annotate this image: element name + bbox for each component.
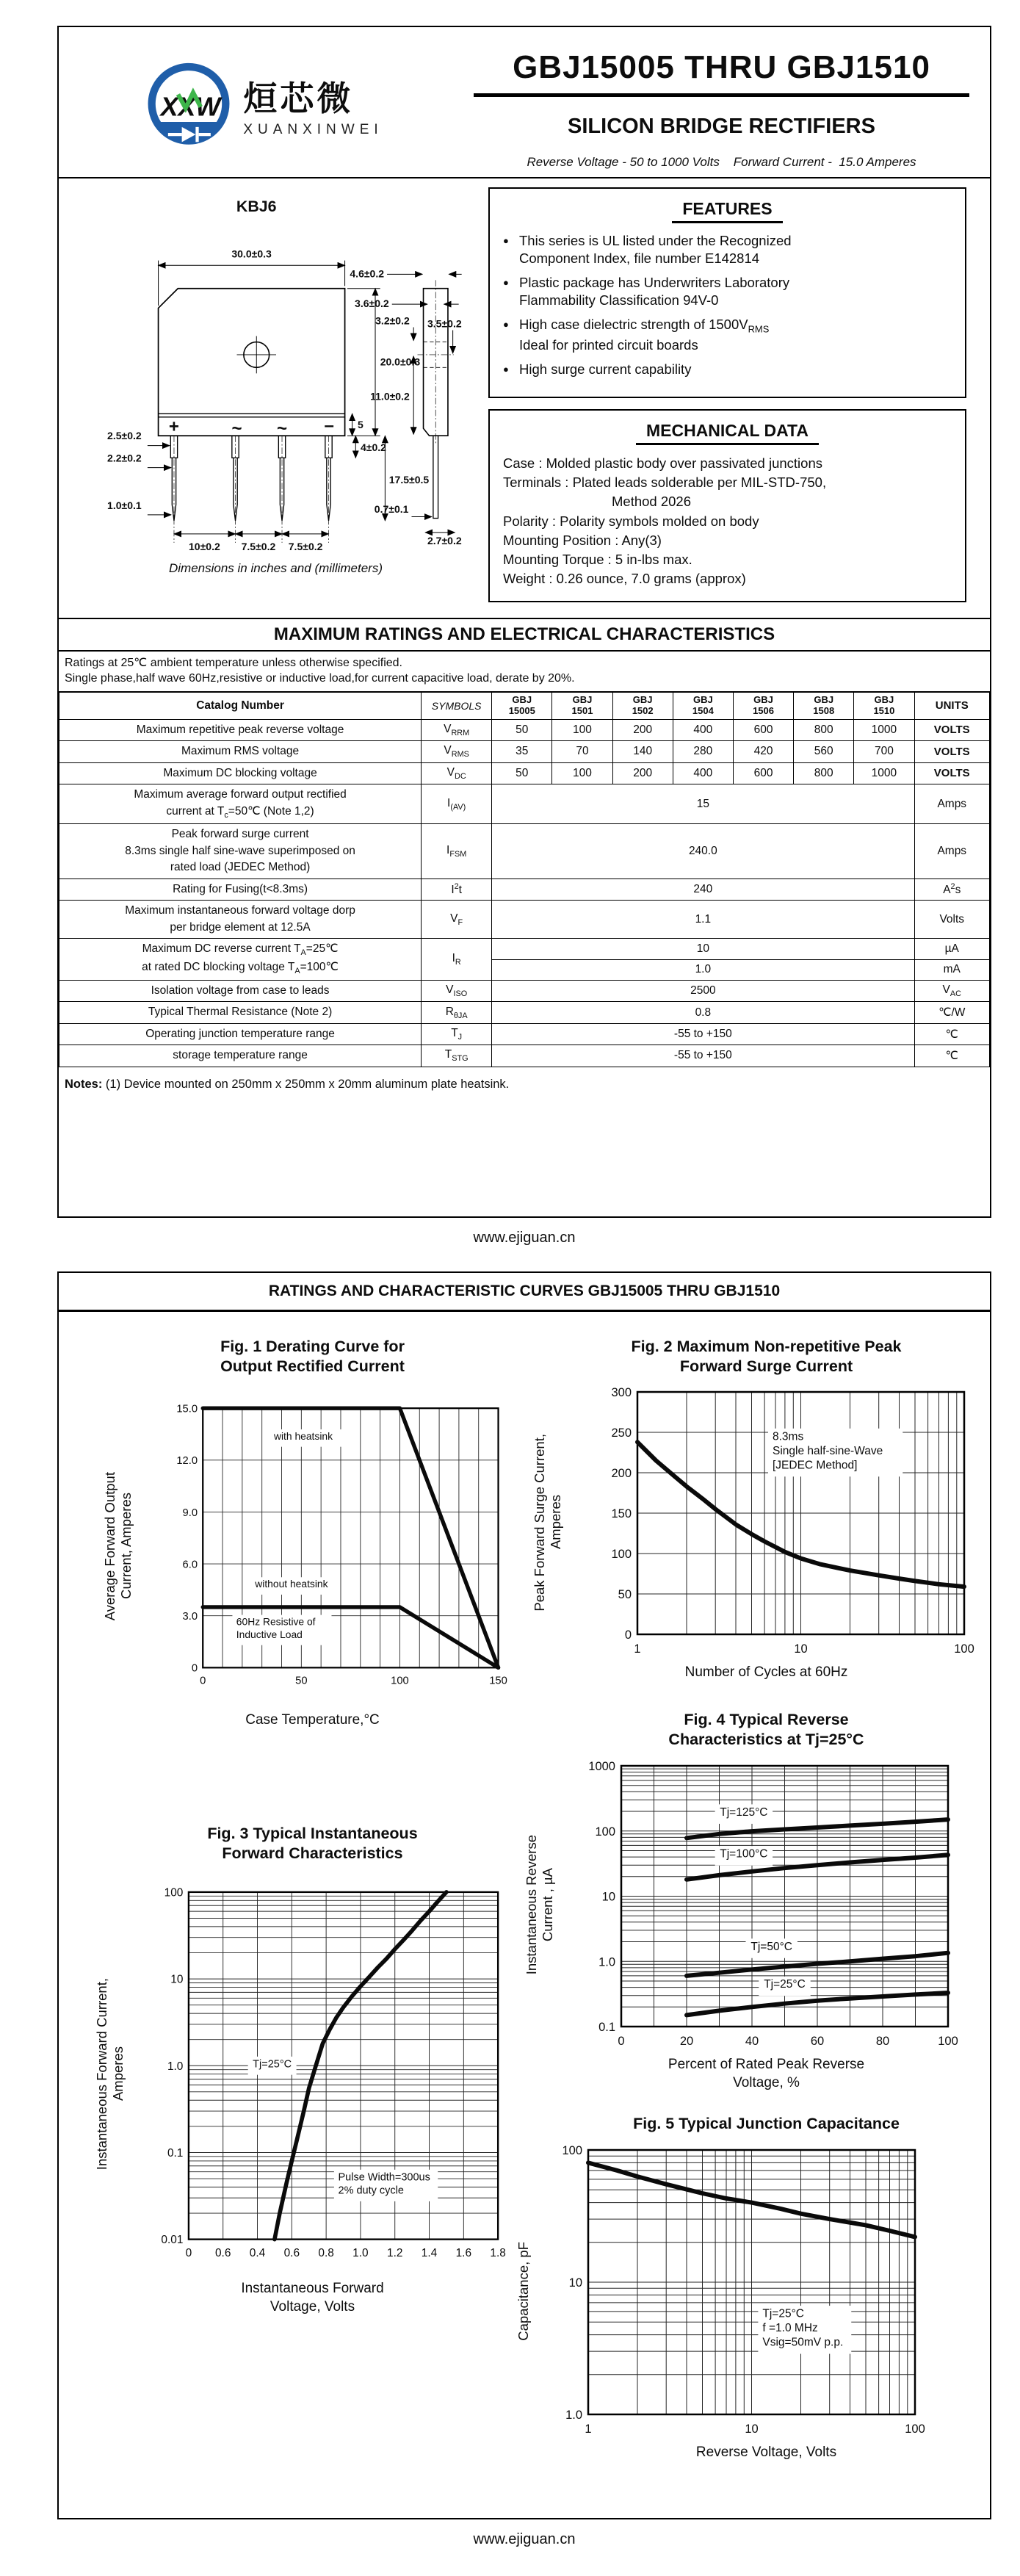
dim-sv-hole-dia: 3.5±0.2 [427, 317, 462, 330]
x-axis-label: Reverse Voltage, Volts [695, 2445, 837, 2461]
y-tick-label: 0 [624, 1628, 632, 1642]
table-cell: $V_{ISO}$ [422, 980, 492, 1001]
x-tick-label: 0.4 [249, 2246, 266, 2259]
table-cell: storage temperature range [59, 1045, 422, 1067]
dim-lead-w2: 2.2±0.2 [106, 452, 142, 464]
table-row [59, 719, 990, 740]
y-tick-label: 1.0 [565, 2409, 583, 2422]
x-tick-label: 0 [200, 1675, 206, 1688]
dim-lead-w1: 2.5±0.2 [106, 429, 142, 441]
annotation-text: Single half-sine-Wave [772, 1445, 883, 1458]
figure-reverse-characteristics [507, 1710, 985, 2092]
table-cell: Rating for Fusing(t<8.3ms) [59, 878, 422, 900]
table-cell: Peak forward surge current 8.3ms single half sine-wave superimposed on rated load (JEDEC Method) [59, 824, 422, 878]
annotation-text: 60Hz Resistive of [236, 1615, 316, 1628]
table-cell: 50 [492, 762, 552, 784]
bullet-icon: ● [503, 319, 509, 331]
notes [59, 1067, 990, 1216]
dim-sv-hole-bottom: 11.0±0.2 [369, 390, 410, 403]
dim-strip: 5 [357, 419, 363, 431]
y-tick-label: 0 [191, 1663, 198, 1675]
chart-canvas [145, 1871, 507, 2277]
x-tick-label: 10 [794, 1642, 808, 1656]
table-cell: Maximum repetitive peak reverse voltage [59, 719, 422, 740]
col-device: GBJ 1510 [854, 692, 914, 719]
table-row [59, 980, 990, 1001]
x-tick-label: 100 [937, 2034, 958, 2048]
table-cell: Operating junction temperature range [59, 1023, 422, 1045]
x-tick-label: 1 [634, 1642, 641, 1656]
x-tick-label: 50 [295, 1675, 308, 1688]
x-axis-label: Instantaneous Forward Voltage, Volts [241, 2280, 384, 2315]
dim-sv-bottom: 2.7±0.2 [427, 534, 462, 546]
y-tick-label: 9.0 [182, 1507, 198, 1520]
y-tick-label: 1000 [588, 1759, 615, 1773]
y-tick-label: 100 [562, 2144, 583, 2158]
title-block [466, 27, 990, 177]
y-tick-label: 250 [611, 1426, 632, 1440]
col-device: GBJ 1508 [794, 692, 854, 719]
table-cell: 560 [794, 741, 854, 762]
chart-canvas [541, 2141, 925, 2441]
table-cell: Typical Thermal Resistance (Note 2) [59, 1002, 422, 1023]
annotation-text: Tj=125°C [720, 1805, 768, 1819]
table-cell: 15 [492, 784, 914, 824]
x-axis-label: Case Temperature,°C [245, 1712, 380, 1728]
y-tick-label: 10 [569, 2276, 583, 2290]
y-tick-label: 10 [170, 1973, 184, 1986]
table-cell: µA [914, 939, 990, 959]
table-row [59, 762, 990, 784]
y-tick-label: 100 [164, 1886, 184, 1899]
annotation-text: [JEDEC Method] [772, 1459, 858, 1472]
drawing-caption: Dimensions in inches and (millimeters) [169, 561, 383, 575]
chart-area [507, 1757, 985, 2053]
x-tick-label: 100 [391, 1675, 409, 1688]
x-tick-label: 40 [745, 2034, 759, 2048]
col-device: GBJ 1501 [552, 692, 612, 719]
chart-area [507, 2141, 985, 2441]
mechanical-line: Case : Molded plastic body over passivated junctions [503, 455, 822, 471]
y-tick-label: 15.0 [176, 1404, 198, 1416]
figure-surge-current [507, 1337, 985, 1682]
x-axis-label: Number of Cycles at 60Hz [684, 1664, 848, 1681]
table-cell: 1.1 [492, 901, 914, 939]
table-cell: 240 [492, 878, 914, 900]
table-cell: 400 [673, 719, 733, 740]
x-tick-label: 0 [185, 2246, 192, 2259]
features-list [503, 232, 952, 378]
col-device: GBJ 15005 [492, 692, 552, 719]
figure-derating-curve [78, 1337, 507, 1730]
features-title: FEATURES [672, 199, 782, 223]
figure-title: Fig. 3 Typical Instantaneous Forward Characteristics [207, 1825, 418, 1863]
table-cell: VOLTS [914, 762, 990, 784]
table-cell: 420 [733, 741, 793, 762]
x-tick-label: 100 [954, 1642, 974, 1656]
brand-block [59, 27, 466, 177]
y-tick-label: 12.0 [176, 1455, 198, 1468]
side-view [350, 267, 461, 546]
dim-sv-depth-outer: 4.6±0.2 [349, 267, 384, 280]
grid-lines [588, 2150, 915, 2414]
annotation-text: Inductive Load [236, 1628, 303, 1641]
figure-title: Fig. 4 Typical Reverse Characteristics at Tj=25°C [668, 1711, 864, 1749]
table-cell: 70 [552, 741, 612, 762]
dim-lead-w3: 1.0±0.1 [106, 499, 142, 511]
ratings-condition-line: Ratings at 25℃ ambient temperature unless otherwise specified. [65, 656, 402, 669]
package-drawing-cell [59, 178, 487, 618]
x-tick-label: 100 [905, 2422, 926, 2436]
table-cell: 240.0 [492, 824, 914, 878]
ratings-condition-line: Single phase,half wave 60Hz,resistive or inductive load,for current capacitive load, derate by 20%. [65, 672, 575, 685]
mechanical-line: Mounting Torque : 5 in-lbs max. [503, 552, 692, 568]
table-cell: $I_R$ [422, 939, 492, 981]
y-axis-label: Instantaneous Reverse Current , µA [524, 1835, 556, 1975]
polarity-minus: – [324, 416, 334, 436]
table-cell: 400 [673, 762, 733, 784]
table-row [59, 878, 990, 900]
dim-sv-hole-top: 3.2±0.2 [375, 314, 410, 327]
mechanical-line: Method 2026 [612, 494, 692, 510]
feature-text: Plastic package has Underwriters Laboratory Flammability Classification 94V-0 [519, 275, 790, 309]
annotation-text: Tj=25°C [762, 2307, 805, 2320]
figure-title: Fig. 5 Typical Junction Capacitance [633, 2115, 900, 2133]
table-cell: Amps [914, 824, 990, 878]
bullet-icon: ● [503, 363, 509, 375]
annotation-text: with heatsink [273, 1430, 333, 1443]
x-axis-label: Percent of Rated Peak Reverse Voltage, % [668, 2056, 865, 2090]
mechanical-title: MECHANICAL DATA [636, 421, 819, 445]
table-cell: -55 to +150 [492, 1023, 914, 1045]
feature-text: This series is UL listed under the Recognized Component Index, file number E142814 [519, 233, 792, 267]
x-tick-label: 60 [810, 2034, 824, 2048]
table-cell: Volts [914, 901, 990, 939]
dim-sv-depth-inner: 3.6±0.2 [354, 297, 389, 310]
family-title: SILICON BRIDGE RECTIFIERS [568, 115, 875, 138]
x-tick-label: 1.2 [386, 2246, 403, 2259]
col-device: GBJ 1502 [612, 692, 673, 719]
feature-item [503, 274, 952, 309]
figure-junction-capacitance [507, 2114, 985, 2462]
part-number-title: GBJ15005 THRU GBJ1510 [474, 49, 969, 97]
table-cell: 600 [733, 762, 793, 784]
polarity-ac2: ~ [276, 419, 287, 439]
table-cell: $T_J$ [422, 1023, 492, 1045]
table-cell: 200 [612, 719, 673, 740]
table-row [59, 784, 990, 824]
dim-lead-shoulder: 4±0.2 [360, 441, 386, 453]
package-name: KBJ6 [236, 197, 277, 215]
feature-item [503, 232, 952, 267]
col-symbols: SYMBOLS [422, 692, 492, 719]
col-device: GBJ 1506 [733, 692, 793, 719]
figures-left-column [78, 1337, 507, 2484]
table-cell: ℃ [914, 1023, 990, 1045]
feature-text: High surge current capability [519, 361, 692, 377]
website-url: www.ejiguan.cn [473, 2530, 576, 2547]
chart-area [507, 1383, 985, 1661]
y-axis-label: Instantaneous Forward Current, Amperes [94, 1977, 126, 2170]
chart-area [78, 1871, 507, 2277]
ratings-table [59, 691, 990, 1067]
annotation-text: Tj=25°C [763, 1978, 806, 1991]
dim-sv-lead-w: 0.7±0.1 [374, 503, 408, 516]
dim-pitch2: 7.5±0.2 [241, 540, 275, 552]
table-cell: 35 [492, 741, 552, 762]
x-tick-label: 0.6 [283, 2246, 300, 2259]
features-column [487, 178, 990, 618]
figure-title: Fig. 2 Maximum Non-repetitive Peak Forward Surge Current [631, 1337, 902, 1375]
annotation-text: Tj=50°C [750, 1940, 792, 1953]
package-outline-drawing [90, 183, 463, 556]
table-cell: $I_{(AV)}$ [422, 784, 492, 824]
y-tick-label: 1.0 [167, 2060, 184, 2073]
features-box [488, 187, 966, 398]
y-axis-label: Capacitance, pF [516, 2241, 532, 2341]
table-cell: 100 [552, 762, 612, 784]
table-cell: 1000 [854, 719, 914, 740]
leads [170, 436, 332, 543]
polarity-ac1: ~ [231, 419, 242, 439]
table-row [59, 824, 990, 878]
ratings-conditions [59, 652, 990, 691]
mechanical-line: Mounting Position : Any(3) [503, 532, 662, 548]
dim-body-height: 20.0±0.3 [380, 356, 420, 368]
dimension-lines [147, 261, 385, 534]
figure-title: Fig. 1 Derating Curve for Output Rectified Current [220, 1337, 405, 1375]
y-tick-label: 0.1 [598, 2020, 615, 2034]
dim-pitch3: 7.5±0.2 [288, 540, 322, 552]
table-cell: 280 [673, 741, 733, 762]
table-cell: 800 [794, 762, 854, 784]
figures-right-column [507, 1337, 985, 2484]
x-tick-label: 20 [679, 2034, 693, 2048]
grid-lines [637, 1392, 964, 1634]
brand-name-cn: 烜芯微 [243, 79, 354, 118]
mechanical-line: Polarity : Polarity symbols molded on body [503, 513, 759, 529]
dim-pitch1: 10±0.2 [188, 540, 220, 552]
table-row [59, 1002, 990, 1023]
brand-name-en: XUANXINWEI [243, 122, 383, 137]
table-cell: 0.8 [492, 1002, 914, 1023]
package-and-features-section [59, 178, 990, 618]
table-cell: 140 [612, 741, 673, 762]
y-tick-label: 6.0 [182, 1559, 198, 1571]
chart-canvas [574, 1757, 958, 2053]
table-cell: $I_{FSM}$ [422, 824, 492, 878]
table-cell: ℃ [914, 1045, 990, 1067]
dim-top-width: 30.0±0.3 [231, 248, 272, 260]
y-tick-label: 1.0 [598, 1955, 615, 1969]
annotation-text: Tj=100°C [720, 1847, 768, 1861]
table-cell: 1000 [854, 762, 914, 784]
chart-canvas [590, 1383, 974, 1661]
table-cell: $V_{DC}$ [422, 762, 492, 784]
y-tick-label: 100 [611, 1548, 632, 1562]
table-cell: mA [914, 959, 990, 980]
x-tick-label: 0 [618, 2034, 625, 2048]
table-cell: VOLTS [914, 741, 990, 762]
table-cell: $V_{AC}$ [914, 980, 990, 1001]
table-cell: Maximum RMS voltage [59, 741, 422, 762]
x-tick-label: 1.8 [490, 2246, 506, 2259]
table-row [59, 1023, 990, 1045]
chart-canvas [161, 1383, 507, 1709]
curves-banner: RATINGS AND CHARACTERISTIC CURVES GBJ15005 THRU GBJ1510 [59, 1273, 990, 1312]
table-row [59, 901, 990, 939]
x-tick-label: 1.4 [421, 2246, 438, 2259]
table-cell: 10 [492, 939, 914, 959]
mechanical-lines [503, 454, 952, 589]
table-cell: $A^2s$ [914, 878, 990, 900]
company-logo-icon [142, 58, 236, 152]
table-cell: 50 [492, 719, 552, 740]
table-cell: 1.0 [492, 959, 914, 980]
table-row [59, 1045, 990, 1067]
table-cell: 800 [794, 719, 854, 740]
figure-forward-characteristics [78, 1824, 507, 2316]
x-tick-label: 80 [875, 2034, 889, 2048]
col-units: UNITS [914, 692, 990, 719]
x-tick-label: 10 [745, 2422, 759, 2436]
y-tick-label: 100 [595, 1825, 615, 1839]
table-cell: Maximum DC reverse current $T_A=25℃$ at rated DC blocking voltage $T_A=100℃$ [59, 939, 422, 981]
table-header-row [59, 692, 990, 719]
y-tick-label: 50 [618, 1588, 632, 1602]
y-axis-label: Average Forward Output Current, Amperes [102, 1471, 134, 1621]
notes-text: (1) Device mounted on 250mm x 250mm x 20mm aluminum plate heatsink. [102, 1077, 510, 1091]
header [59, 27, 990, 178]
chart-area [78, 1383, 507, 1709]
table-cell: 700 [854, 741, 914, 762]
table-cell: $V_{RMS}$ [422, 741, 492, 762]
y-tick-label: 300 [611, 1386, 632, 1400]
table-cell: $R_{\theta JA}$ [422, 1002, 492, 1023]
table-cell: Maximum instantaneous forward voltage dorp per bridge element at 12.5A [59, 901, 422, 939]
y-tick-label: 3.0 [182, 1611, 198, 1623]
y-axis-label: Peak Forward Surge Current, Amperes [532, 1433, 564, 1612]
x-tick-label: 150 [489, 1675, 507, 1688]
feature-item [503, 361, 952, 378]
x-tick-label: 0.8 [318, 2246, 334, 2259]
table-cell: Maximum DC blocking voltage [59, 762, 422, 784]
feature-item [503, 316, 952, 354]
table-cell: 600 [733, 719, 793, 740]
table-cell: Amps [914, 784, 990, 824]
annotation-text: without heatsink [255, 1578, 328, 1590]
datasheet-sheet-2 [57, 1271, 991, 2519]
y-tick-label: 0.1 [167, 2146, 184, 2160]
annotation-text: Pulse Width=300us [338, 2171, 430, 2184]
table-cell: $T_{STG}$ [422, 1045, 492, 1067]
table-cell: $V_{RRM}$ [422, 719, 492, 740]
notes-label: Notes: [65, 1077, 103, 1091]
x-tick-label: 1.0 [352, 2246, 369, 2259]
mechanical-data-box [488, 409, 966, 602]
polarity-plus: + [168, 416, 179, 437]
ratings-banner: MAXIMUM RATINGS AND ELECTRICAL CHARACTERISTICS [59, 618, 990, 652]
table-cell: Isolation voltage from case to leads [59, 980, 422, 1001]
datasheet-page [0, 26, 1020, 2576]
table-cell: VOLTS [914, 719, 990, 740]
mechanical-line: Weight : 0.26 ounce, 7.0 grams (approx) [503, 571, 746, 587]
annotation-text: 8.3ms [772, 1430, 804, 1443]
table-cell: ℃/W [914, 1002, 990, 1023]
y-tick-label: 150 [611, 1507, 632, 1521]
annotation-text: Vsig=50mV p.p. [762, 2336, 844, 2349]
annotation-text: f =1.0 MHz [762, 2322, 819, 2335]
x-tick-label: 1.6 [455, 2246, 471, 2259]
datasheet-sheet-1 [57, 26, 991, 1218]
website-url: www.ejiguan.cn [473, 1229, 576, 1246]
annotation-text: Tj=25°C [252, 2058, 292, 2071]
table-cell: Maximum average forward output rectified current at $T_c=50℃$ (Note 1,2) [59, 784, 422, 824]
bullet-icon: ● [503, 235, 509, 246]
figures-grid [59, 1312, 990, 2518]
table-row [59, 741, 990, 762]
col-catalog-number: Catalog Number [59, 692, 422, 719]
table-cell: 100 [552, 719, 612, 740]
y-tick-label: 10 [601, 1890, 615, 1904]
bullet-icon: ● [503, 277, 509, 289]
table-cell: -55 to +150 [492, 1045, 914, 1067]
feature-text: High case dielectric strength of $1500V_{RMS}$ Ideal for printed circuit boards [519, 317, 770, 353]
table-cell: 2500 [492, 980, 914, 1001]
table-cell: 200 [612, 762, 673, 784]
logo-letters: XXW [160, 92, 221, 122]
x-tick-label: 0.6 [214, 2246, 231, 2259]
col-device: GBJ 1504 [673, 692, 733, 719]
annotation-text: 2% duty cycle [338, 2184, 404, 2197]
y-tick-label: 0.01 [161, 2234, 184, 2247]
table-cell: $I^2t$ [422, 878, 492, 900]
table-row [59, 939, 990, 959]
dim-lead-length: 17.5±0.5 [388, 474, 429, 486]
x-tick-label: 1 [585, 2422, 592, 2436]
ratings-tagline: Reverse Voltage - 50 to 1000 Volts Forward Current - 15.0 Amperes [527, 155, 916, 169]
table-cell: $V_F$ [422, 901, 492, 939]
y-tick-label: 200 [611, 1467, 632, 1481]
mechanical-line: Terminals : Plated leads solderable per MIL-STD-750, [503, 475, 827, 491]
